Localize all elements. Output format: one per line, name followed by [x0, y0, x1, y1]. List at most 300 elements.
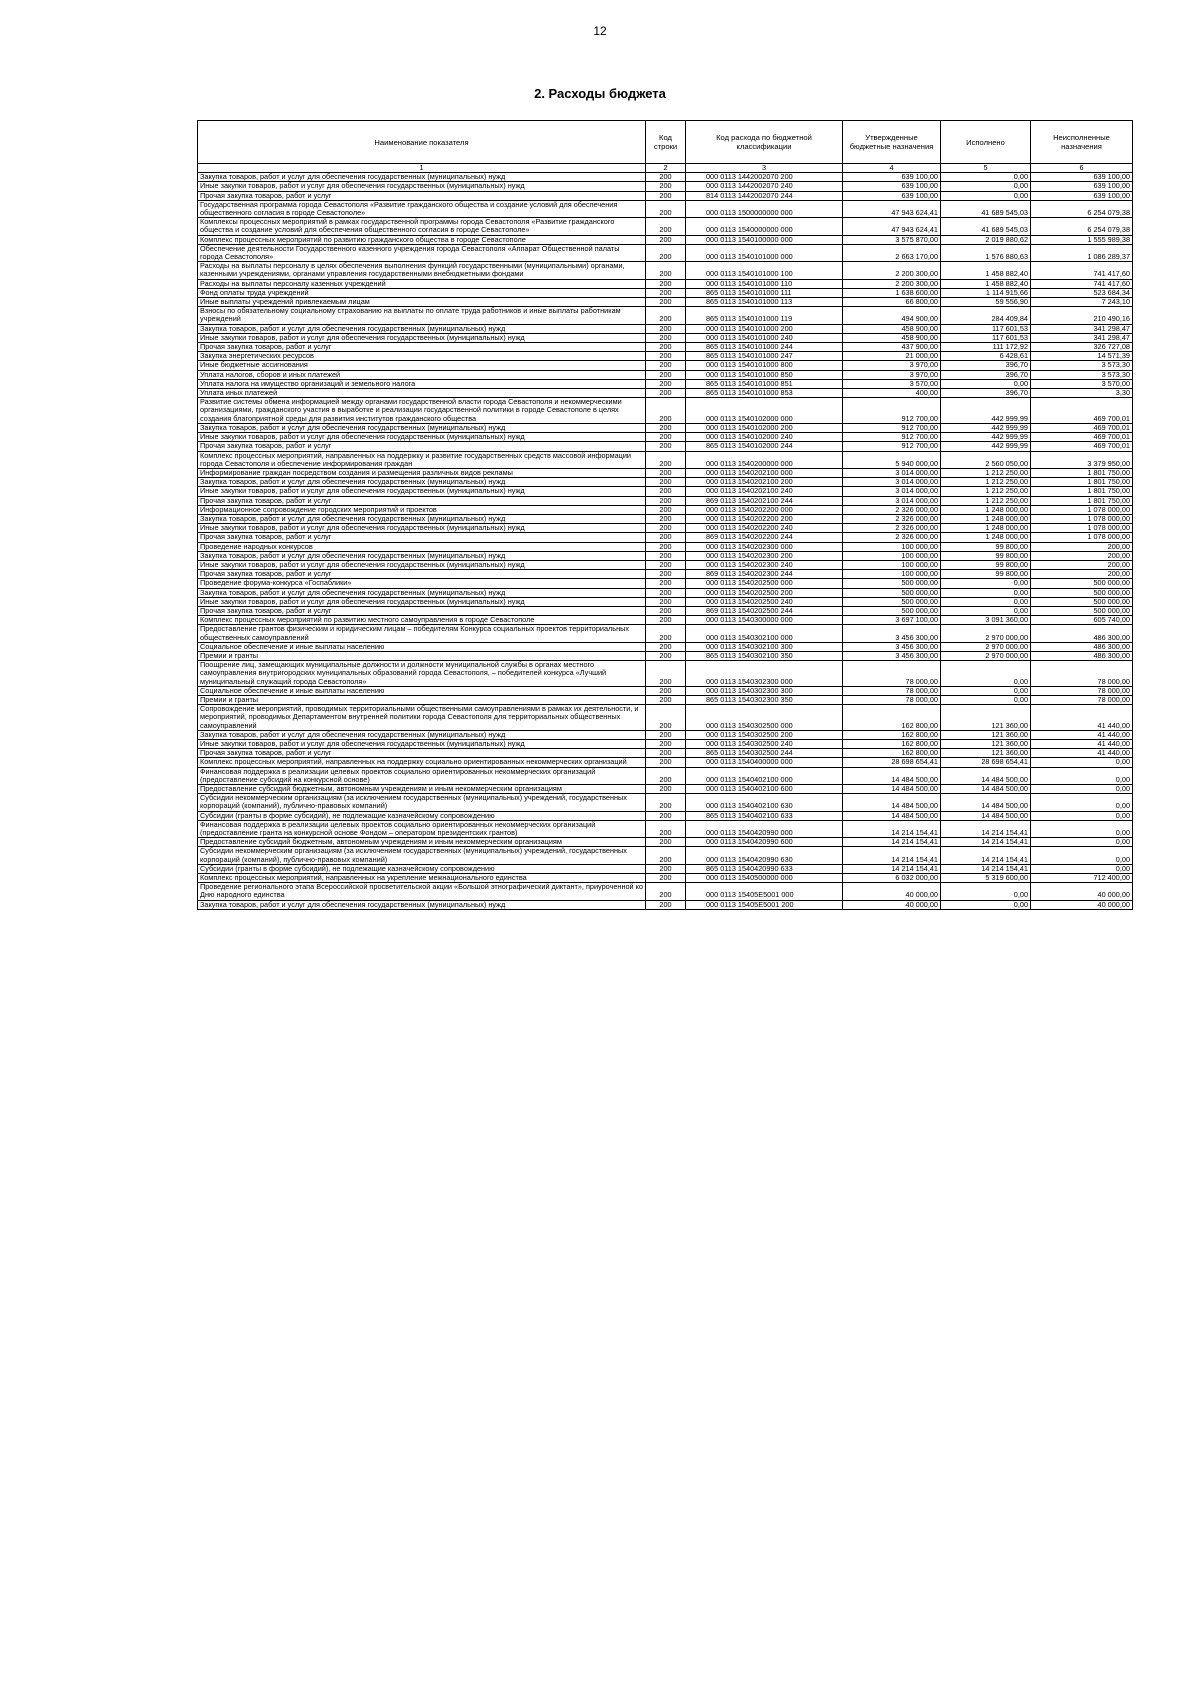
- column-number: 2: [646, 164, 686, 173]
- row-approved: 40 000,00: [843, 900, 941, 909]
- row-line-code: 200: [646, 560, 686, 569]
- row-name: Прочая закупка товаров, работ и услуг: [198, 749, 646, 758]
- row-line-code: 200: [646, 361, 686, 370]
- row-executed: 1 576 880,63: [941, 244, 1031, 261]
- row-unexecuted: 523 684,34: [1031, 288, 1133, 297]
- header-unexecuted: Неисполненные назначения: [1031, 121, 1133, 164]
- row-approved: 3 456 300,00: [843, 651, 941, 660]
- row-executed: 0,00: [941, 182, 1031, 191]
- table-row: [198, 758, 1133, 767]
- table-row: [198, 191, 1133, 200]
- row-line-code: 200: [646, 398, 686, 424]
- row-approved: 2 326 000,00: [843, 524, 941, 533]
- row-approved: 500 000,00: [843, 579, 941, 588]
- row-expense-code: 865 0113 1540302100 350: [686, 651, 843, 660]
- row-line-code: 200: [646, 451, 686, 468]
- header-expense-code: Код расхода по бюджетной классификации: [686, 121, 843, 164]
- row-unexecuted: 200,00: [1031, 542, 1133, 551]
- row-executed: 396,70: [941, 361, 1031, 370]
- row-expense-code: 865 0113 1540402100 633: [686, 811, 843, 820]
- row-executed: 1 458 882,40: [941, 279, 1031, 288]
- row-executed: 1 212 250,00: [941, 496, 1031, 505]
- row-line-code: 200: [646, 883, 686, 900]
- row-approved: 3 014 000,00: [843, 487, 941, 496]
- row-expense-code: 865 0113 1540101000 247: [686, 352, 843, 361]
- row-executed: 121 360,00: [941, 749, 1031, 758]
- row-approved: 2 326 000,00: [843, 514, 941, 523]
- row-approved: 162 800,00: [843, 749, 941, 758]
- table-row: [198, 487, 1133, 496]
- header-line-code: Код строки: [646, 121, 686, 164]
- row-unexecuted: 40 000,00: [1031, 883, 1133, 900]
- table-row: [198, 883, 1133, 900]
- row-executed: 117 601,53: [941, 333, 1031, 342]
- row-expense-code: 000 0113 1540101000 100: [686, 262, 843, 279]
- table-row: [198, 740, 1133, 749]
- row-name: Субсидии некоммерческим организациям (за исключением государственных (муниципальных) учреждений, государственных корпораций (компаний), публично-правовых компаний): [198, 794, 646, 811]
- row-line-code: 200: [646, 352, 686, 361]
- row-name: Предоставление субсидий бюджетным, автономным учреждениям и иным некоммерческим организациям: [198, 838, 646, 847]
- row-name: Субсидии некоммерческим организациям (за исключением государственных (муниципальных) учреждений, государственных корпораций (компаний), публично-правовых компаний): [198, 847, 646, 864]
- row-executed: 0,00: [941, 597, 1031, 606]
- row-line-code: 200: [646, 597, 686, 606]
- table-row: [198, 642, 1133, 651]
- page-number: 12: [593, 24, 607, 38]
- row-unexecuted: 0,00: [1031, 820, 1133, 837]
- row-expense-code: 000 0113 1540302300 300: [686, 686, 843, 695]
- row-unexecuted: 741 417,60: [1031, 279, 1133, 288]
- row-expense-code: 000 0113 1540302300 000: [686, 661, 843, 687]
- row-name: Комплекс процессных мероприятий, направленных на поддержку и развитие государственных средств массовой информации города Севастополя и обеспечение информирования граждан: [198, 451, 646, 468]
- table-row: [198, 874, 1133, 883]
- row-expense-code: 865 0113 1540101000 851: [686, 379, 843, 388]
- row-line-code: 200: [646, 279, 686, 288]
- table-row: [198, 442, 1133, 451]
- header-approved: Утвержденные бюджетные назначения: [843, 121, 941, 164]
- row-approved: 100 000,00: [843, 551, 941, 560]
- row-unexecuted: 0,00: [1031, 794, 1133, 811]
- row-expense-code: 869 0113 1540202500 244: [686, 606, 843, 615]
- row-approved: 3 456 300,00: [843, 642, 941, 651]
- row-approved: 3 014 000,00: [843, 468, 941, 477]
- row-expense-code: 000 0113 1540420990 000: [686, 820, 843, 837]
- row-unexecuted: 0,00: [1031, 785, 1133, 794]
- row-unexecuted: 41 440,00: [1031, 730, 1133, 739]
- row-unexecuted: 3,30: [1031, 389, 1133, 398]
- column-number: 3: [686, 164, 843, 173]
- row-line-code: 200: [646, 642, 686, 651]
- row-executed: 14 214 154,41: [941, 838, 1031, 847]
- row-approved: 2 326 000,00: [843, 505, 941, 514]
- table-row: [198, 379, 1133, 388]
- row-name: Прочая закупка товаров, работ и услуг: [198, 533, 646, 542]
- row-name: Прочая закупка товаров, работ и услуг: [198, 343, 646, 352]
- row-executed: 1 114 915,66: [941, 288, 1031, 297]
- row-unexecuted: 40 000,00: [1031, 900, 1133, 909]
- row-name: Премии и гранты: [198, 651, 646, 660]
- row-unexecuted: 486 300,00: [1031, 651, 1133, 660]
- row-name: Сопровождение мероприятий, проводимых территориальными общественными самоуправлениями в рамках их деятельности, и мероприятий, проводимых Департаментом внутренней политики города Севастополя для территориальных общественных самоуправлений: [198, 705, 646, 731]
- row-line-code: 200: [646, 651, 686, 660]
- table-row: [198, 173, 1133, 182]
- row-expense-code: 000 0113 1540402100 600: [686, 785, 843, 794]
- row-approved: 14 214 154,41: [843, 864, 941, 873]
- row-approved: 2 200 300,00: [843, 262, 941, 279]
- row-approved: 639 100,00: [843, 182, 941, 191]
- row-expense-code: 000 0113 1540202200 240: [686, 524, 843, 533]
- row-approved: 912 700,00: [843, 423, 941, 432]
- row-executed: 0,00: [941, 686, 1031, 695]
- table-row: [198, 343, 1133, 352]
- table-row: [198, 433, 1133, 442]
- row-approved: 14 484 500,00: [843, 785, 941, 794]
- table-row: [198, 288, 1133, 297]
- row-name: Иные закупки товаров, работ и услуг для обеспечения государственных (муниципальных) нужд: [198, 433, 646, 442]
- row-approved: 28 698 654,41: [843, 758, 941, 767]
- row-approved: 162 800,00: [843, 705, 941, 731]
- header-name: Наименование показателя: [198, 121, 646, 164]
- row-name: Уплата налогов, сборов и иных платежей: [198, 370, 646, 379]
- column-number: 5: [941, 164, 1031, 173]
- row-approved: 47 943 624,41: [843, 200, 941, 217]
- row-unexecuted: 605 740,00: [1031, 616, 1133, 625]
- row-executed: 117 601,53: [941, 324, 1031, 333]
- page-title: 2. Расходы бюджета: [534, 86, 666, 101]
- row-line-code: 200: [646, 542, 686, 551]
- row-approved: 912 700,00: [843, 398, 941, 424]
- table-row: [198, 651, 1133, 660]
- row-unexecuted: 1 801 750,00: [1031, 478, 1133, 487]
- table-row: [198, 279, 1133, 288]
- row-line-code: 200: [646, 661, 686, 687]
- row-name: Комплекс процессных мероприятий по развитию гражданского общества в городе Севастополе: [198, 235, 646, 244]
- row-unexecuted: 1 078 000,00: [1031, 514, 1133, 523]
- row-line-code: 200: [646, 496, 686, 505]
- row-expense-code: 000 0113 1540000000 000: [686, 218, 843, 235]
- row-line-code: 200: [646, 218, 686, 235]
- row-executed: 1 212 250,00: [941, 468, 1031, 477]
- row-line-code: 200: [646, 551, 686, 560]
- row-unexecuted: 0,00: [1031, 811, 1133, 820]
- row-line-code: 200: [646, 307, 686, 324]
- row-line-code: 200: [646, 182, 686, 191]
- row-unexecuted: 3 570,00: [1031, 379, 1133, 388]
- table-row: [198, 352, 1133, 361]
- table-row: [198, 496, 1133, 505]
- row-name: Социальное обеспечение и иные выплаты населению: [198, 642, 646, 651]
- table-row: [198, 262, 1133, 279]
- row-approved: 494 900,00: [843, 307, 941, 324]
- row-name: Прочая закупка товаров, работ и услуг: [198, 570, 646, 579]
- row-executed: 442 999,99: [941, 423, 1031, 432]
- row-name: Финансовая поддержка в реализации целевых проектов социально ориентированных некоммерческих организаций (предоставление субсидий на конкурсной основе): [198, 767, 646, 784]
- row-expense-code: 814 0113 1442002070 244: [686, 191, 843, 200]
- table-row: [198, 478, 1133, 487]
- row-executed: 1 248 000,00: [941, 533, 1031, 542]
- row-line-code: 200: [646, 200, 686, 217]
- row-approved: 14 214 154,41: [843, 820, 941, 837]
- row-executed: 121 360,00: [941, 740, 1031, 749]
- column-number: 1: [198, 164, 646, 173]
- row-name: Уплата налога на имущество организаций и земельного налога: [198, 379, 646, 388]
- row-expense-code: 000 0113 1540101000 800: [686, 361, 843, 370]
- row-name: Финансовая поддержка в реализации целевых проектов социально ориентированных некоммерческих организаций (предоставление гранта на конкурсной основе Фондом – оператором президентских грантов): [198, 820, 646, 837]
- row-line-code: 200: [646, 524, 686, 533]
- row-unexecuted: 200,00: [1031, 570, 1133, 579]
- row-name: Закупка товаров, работ и услуг для обеспечения государственных (муниципальных) нужд: [198, 173, 646, 182]
- table-row: [198, 820, 1133, 837]
- row-expense-code: 000 0113 1540202500 240: [686, 597, 843, 606]
- table-row: [198, 616, 1133, 625]
- row-line-code: 200: [646, 616, 686, 625]
- row-expense-code: 000 0113 15405E5001 000: [686, 883, 843, 900]
- row-executed: 41 689 545,03: [941, 200, 1031, 217]
- table-row: [198, 695, 1133, 704]
- table-row: [198, 686, 1133, 695]
- row-expense-code: 000 0113 1540420990 630: [686, 847, 843, 864]
- row-approved: 14 484 500,00: [843, 767, 941, 784]
- row-approved: 100 000,00: [843, 560, 941, 569]
- table-row: [198, 606, 1133, 615]
- row-expense-code: 000 0113 1442002070 240: [686, 182, 843, 191]
- row-unexecuted: 639 100,00: [1031, 191, 1133, 200]
- row-name: Поощрение лиц, замещающих муниципальные должности и должности муниципальной службы в органах местного самоуправления внутригородских муниципальных образований города Севастополя, – победителей конкурса «Лучший муниципальный служащий города Севастополя»: [198, 661, 646, 687]
- row-unexecuted: 1 801 750,00: [1031, 496, 1133, 505]
- row-approved: 14 484 500,00: [843, 794, 941, 811]
- row-line-code: 200: [646, 820, 686, 837]
- row-expense-code: 000 0113 1540202300 000: [686, 542, 843, 551]
- row-executed: 0,00: [941, 883, 1031, 900]
- table-row: [198, 767, 1133, 784]
- table-row: [198, 838, 1133, 847]
- table-row: [198, 551, 1133, 560]
- table-row: [198, 811, 1133, 820]
- table-row: [198, 588, 1133, 597]
- row-line-code: 200: [646, 758, 686, 767]
- row-approved: 3 014 000,00: [843, 478, 941, 487]
- row-executed: 0,00: [941, 579, 1031, 588]
- row-line-code: 200: [646, 900, 686, 909]
- row-approved: 3 014 000,00: [843, 496, 941, 505]
- row-unexecuted: 1 078 000,00: [1031, 524, 1133, 533]
- row-expense-code: 000 0113 1540102000 200: [686, 423, 843, 432]
- row-line-code: 200: [646, 838, 686, 847]
- row-approved: 437 900,00: [843, 343, 941, 352]
- row-executed: 99 800,00: [941, 551, 1031, 560]
- row-expense-code: 869 0113 1540202100 244: [686, 496, 843, 505]
- row-unexecuted: 341 298,47: [1031, 324, 1133, 333]
- table-row: [198, 307, 1133, 324]
- row-expense-code: 000 0113 1540202100 000: [686, 468, 843, 477]
- row-line-code: 200: [646, 606, 686, 615]
- row-approved: 162 800,00: [843, 730, 941, 739]
- column-number: 4: [843, 164, 941, 173]
- row-expense-code: 000 0113 1540202100 200: [686, 478, 843, 487]
- row-unexecuted: 1 801 750,00: [1031, 487, 1133, 496]
- row-expense-code: 000 0113 1540302100 000: [686, 625, 843, 642]
- row-approved: 100 000,00: [843, 542, 941, 551]
- row-name: Комплекс процессных мероприятий по развитию местного самоуправления в городе Севастополе: [198, 616, 646, 625]
- row-expense-code: 000 0113 1540102000 000: [686, 398, 843, 424]
- row-expense-code: 000 0113 1442002070 200: [686, 173, 843, 182]
- row-line-code: 200: [646, 478, 686, 487]
- row-name: Обеспечение деятельности Государственного казенного учреждения города Севастополя «Аппарат Общественной палаты города Севастополя»: [198, 244, 646, 261]
- row-approved: 162 800,00: [843, 740, 941, 749]
- row-name: Расходы на выплаты персоналу в целях обеспечения выполнения функций государственными (муниципальными) органами, казенными учреждениями, органами управления государственными внебюджетными фондами: [198, 262, 646, 279]
- row-line-code: 200: [646, 487, 686, 496]
- row-line-code: 200: [646, 686, 686, 695]
- row-name: Взносы по обязательному социальному страхованию на выплаты по оплате труда работников и иные выплаты работникам учреждений: [198, 307, 646, 324]
- row-unexecuted: 469 700,01: [1031, 433, 1133, 442]
- row-name: Комплекс процессных мероприятий, направленных на укрепление межнационального единства: [198, 874, 646, 883]
- row-executed: 121 360,00: [941, 705, 1031, 731]
- row-executed: 14 214 154,41: [941, 847, 1031, 864]
- row-expense-code: 000 0113 1540102000 240: [686, 433, 843, 442]
- table-row: [198, 864, 1133, 873]
- row-executed: 2 560 050,00: [941, 451, 1031, 468]
- row-unexecuted: 469 700,01: [1031, 442, 1133, 451]
- row-name: Предоставление субсидий бюджетным, автономным учреждениям и иным некоммерческим организациям: [198, 785, 646, 794]
- row-expense-code: 000 0113 1540202300 240: [686, 560, 843, 569]
- row-name: Социальное обеспечение и иные выплаты населению: [198, 686, 646, 695]
- row-name: Субсидии (гранты в форме субсидий), не подлежащие казначейскому сопровождению: [198, 864, 646, 873]
- row-approved: 14 214 154,41: [843, 838, 941, 847]
- row-expense-code: 000 0113 1540302500 200: [686, 730, 843, 739]
- row-expense-code: 865 0113 1540102000 244: [686, 442, 843, 451]
- row-unexecuted: 210 490,16: [1031, 307, 1133, 324]
- table-row: [198, 542, 1133, 551]
- row-line-code: 200: [646, 262, 686, 279]
- row-expense-code: 000 0113 1540402100 000: [686, 767, 843, 784]
- row-name: Субсидии (гранты в форме субсидий), не подлежащие казначейскому сопровождению: [198, 811, 646, 820]
- row-executed: 442 999,99: [941, 433, 1031, 442]
- row-name: Закупка товаров, работ и услуг для обеспечения государственных (муниципальных) нужд: [198, 423, 646, 432]
- row-approved: 66 800,00: [843, 298, 941, 307]
- row-line-code: 200: [646, 343, 686, 352]
- row-line-code: 200: [646, 191, 686, 200]
- row-executed: 99 800,00: [941, 570, 1031, 579]
- row-name: Закупка энергетических ресурсов: [198, 352, 646, 361]
- row-unexecuted: 741 417,60: [1031, 262, 1133, 279]
- row-approved: 458 900,00: [843, 333, 941, 342]
- row-expense-code: 000 0113 1540402100 630: [686, 794, 843, 811]
- row-line-code: 200: [646, 298, 686, 307]
- table-row: [198, 218, 1133, 235]
- row-executed: 3 091 360,00: [941, 616, 1031, 625]
- row-name: Комплексы процессных мероприятий в рамках государственной программы города Севастополя «Развитие гражданского общества и создание условий для обеспечения общественного согласия в городе Севастополе»: [198, 218, 646, 235]
- row-executed: 0,00: [941, 661, 1031, 687]
- row-unexecuted: 1 078 000,00: [1031, 533, 1133, 542]
- table-row: [198, 847, 1133, 864]
- table-row: [198, 451, 1133, 468]
- row-name: Закупка товаров, работ и услуг для обеспечения государственных (муниципальных) нужд: [198, 478, 646, 487]
- row-executed: 41 689 545,03: [941, 218, 1031, 235]
- row-line-code: 200: [646, 874, 686, 883]
- row-approved: 2 200 300,00: [843, 279, 941, 288]
- row-approved: 3 570,00: [843, 379, 941, 388]
- row-executed: 99 800,00: [941, 560, 1031, 569]
- row-line-code: 200: [646, 324, 686, 333]
- row-expense-code: 865 0113 1540101000 119: [686, 307, 843, 324]
- row-name: Прочая закупка товаров, работ и услуг: [198, 442, 646, 451]
- row-name: Иные закупки товаров, работ и услуг для обеспечения государственных (муниципальных) нужд: [198, 182, 646, 191]
- row-line-code: 200: [646, 442, 686, 451]
- row-name: Комплекс процессных мероприятий, направленных на поддержку социально ориентированных некоммерческих организаций: [198, 758, 646, 767]
- row-unexecuted: 0,00: [1031, 767, 1133, 784]
- row-name: Иные закупки товаров, работ и услуг для обеспечения государственных (муниципальных) нужд: [198, 487, 646, 496]
- table-row: [198, 389, 1133, 398]
- row-executed: 0,00: [941, 606, 1031, 615]
- row-unexecuted: 469 700,01: [1031, 398, 1133, 424]
- row-expense-code: 000 0113 1540500000 000: [686, 874, 843, 883]
- table-row: [198, 244, 1133, 261]
- row-approved: 500 000,00: [843, 597, 941, 606]
- row-name: Проведение регионального этапа Всероссийской просветительской акции «Большой этнографический диктант», приуроченной ко Дню народного единства: [198, 883, 646, 900]
- row-name: Закупка товаров, работ и услуг для обеспечения государственных (муниципальных) нужд: [198, 588, 646, 597]
- row-expense-code: 000 0113 1540202500 200: [686, 588, 843, 597]
- row-expense-code: 000 0113 1540101000 240: [686, 333, 843, 342]
- row-approved: 3 456 300,00: [843, 625, 941, 642]
- row-executed: 0,00: [941, 379, 1031, 388]
- table-row: [198, 570, 1133, 579]
- row-approved: 3 970,00: [843, 361, 941, 370]
- header-row: [198, 121, 1133, 164]
- row-executed: 14 214 154,41: [941, 864, 1031, 873]
- row-expense-code: 865 0113 1540101000 113: [686, 298, 843, 307]
- row-executed: 396,70: [941, 389, 1031, 398]
- row-line-code: 200: [646, 811, 686, 820]
- row-approved: 21 000,00: [843, 352, 941, 361]
- row-line-code: 200: [646, 288, 686, 297]
- row-approved: 3 575 870,00: [843, 235, 941, 244]
- row-executed: 111 172,92: [941, 343, 1031, 352]
- table-row: [198, 298, 1133, 307]
- row-executed: 14 484 500,00: [941, 785, 1031, 794]
- row-executed: 442 999,99: [941, 442, 1031, 451]
- row-unexecuted: 200,00: [1031, 551, 1133, 560]
- row-approved: 912 700,00: [843, 433, 941, 442]
- table-row: [198, 398, 1133, 424]
- row-expense-code: 000 0113 1540302500 000: [686, 705, 843, 731]
- table-row: [198, 505, 1133, 514]
- row-unexecuted: 3 573,30: [1031, 361, 1133, 370]
- row-unexecuted: 500 000,00: [1031, 606, 1133, 615]
- table-row: [198, 324, 1133, 333]
- table-row: [198, 524, 1133, 533]
- row-unexecuted: 41 440,00: [1031, 749, 1133, 758]
- row-expense-code: 000 0113 1540202500 000: [686, 579, 843, 588]
- row-approved: 78 000,00: [843, 695, 941, 704]
- row-unexecuted: 3 573,30: [1031, 370, 1133, 379]
- row-line-code: 200: [646, 730, 686, 739]
- row-line-code: 200: [646, 505, 686, 514]
- row-line-code: 200: [646, 625, 686, 642]
- row-executed: 2 970 000,00: [941, 642, 1031, 651]
- row-name: Развитие системы обмена информацией между органами государственной власти города Севастополя и некоммерческими организациями, гражданского участия в выработке и реализации государственной политики в городе Севастополе в целях создания благоприятной среды для развития институтов гражданского общества: [198, 398, 646, 424]
- row-unexecuted: 639 100,00: [1031, 173, 1133, 182]
- table-row: [198, 597, 1133, 606]
- row-executed: 5 319 600,00: [941, 874, 1031, 883]
- row-executed: 14 484 500,00: [941, 767, 1031, 784]
- row-line-code: 200: [646, 749, 686, 758]
- table-row: [198, 235, 1133, 244]
- row-executed: 284 409,84: [941, 307, 1031, 324]
- row-unexecuted: 78 000,00: [1031, 695, 1133, 704]
- row-executed: 99 800,00: [941, 542, 1031, 551]
- row-unexecuted: 0,00: [1031, 838, 1133, 847]
- row-name: Информационное сопровождение городских мероприятий и проектов: [198, 505, 646, 514]
- row-line-code: 200: [646, 695, 686, 704]
